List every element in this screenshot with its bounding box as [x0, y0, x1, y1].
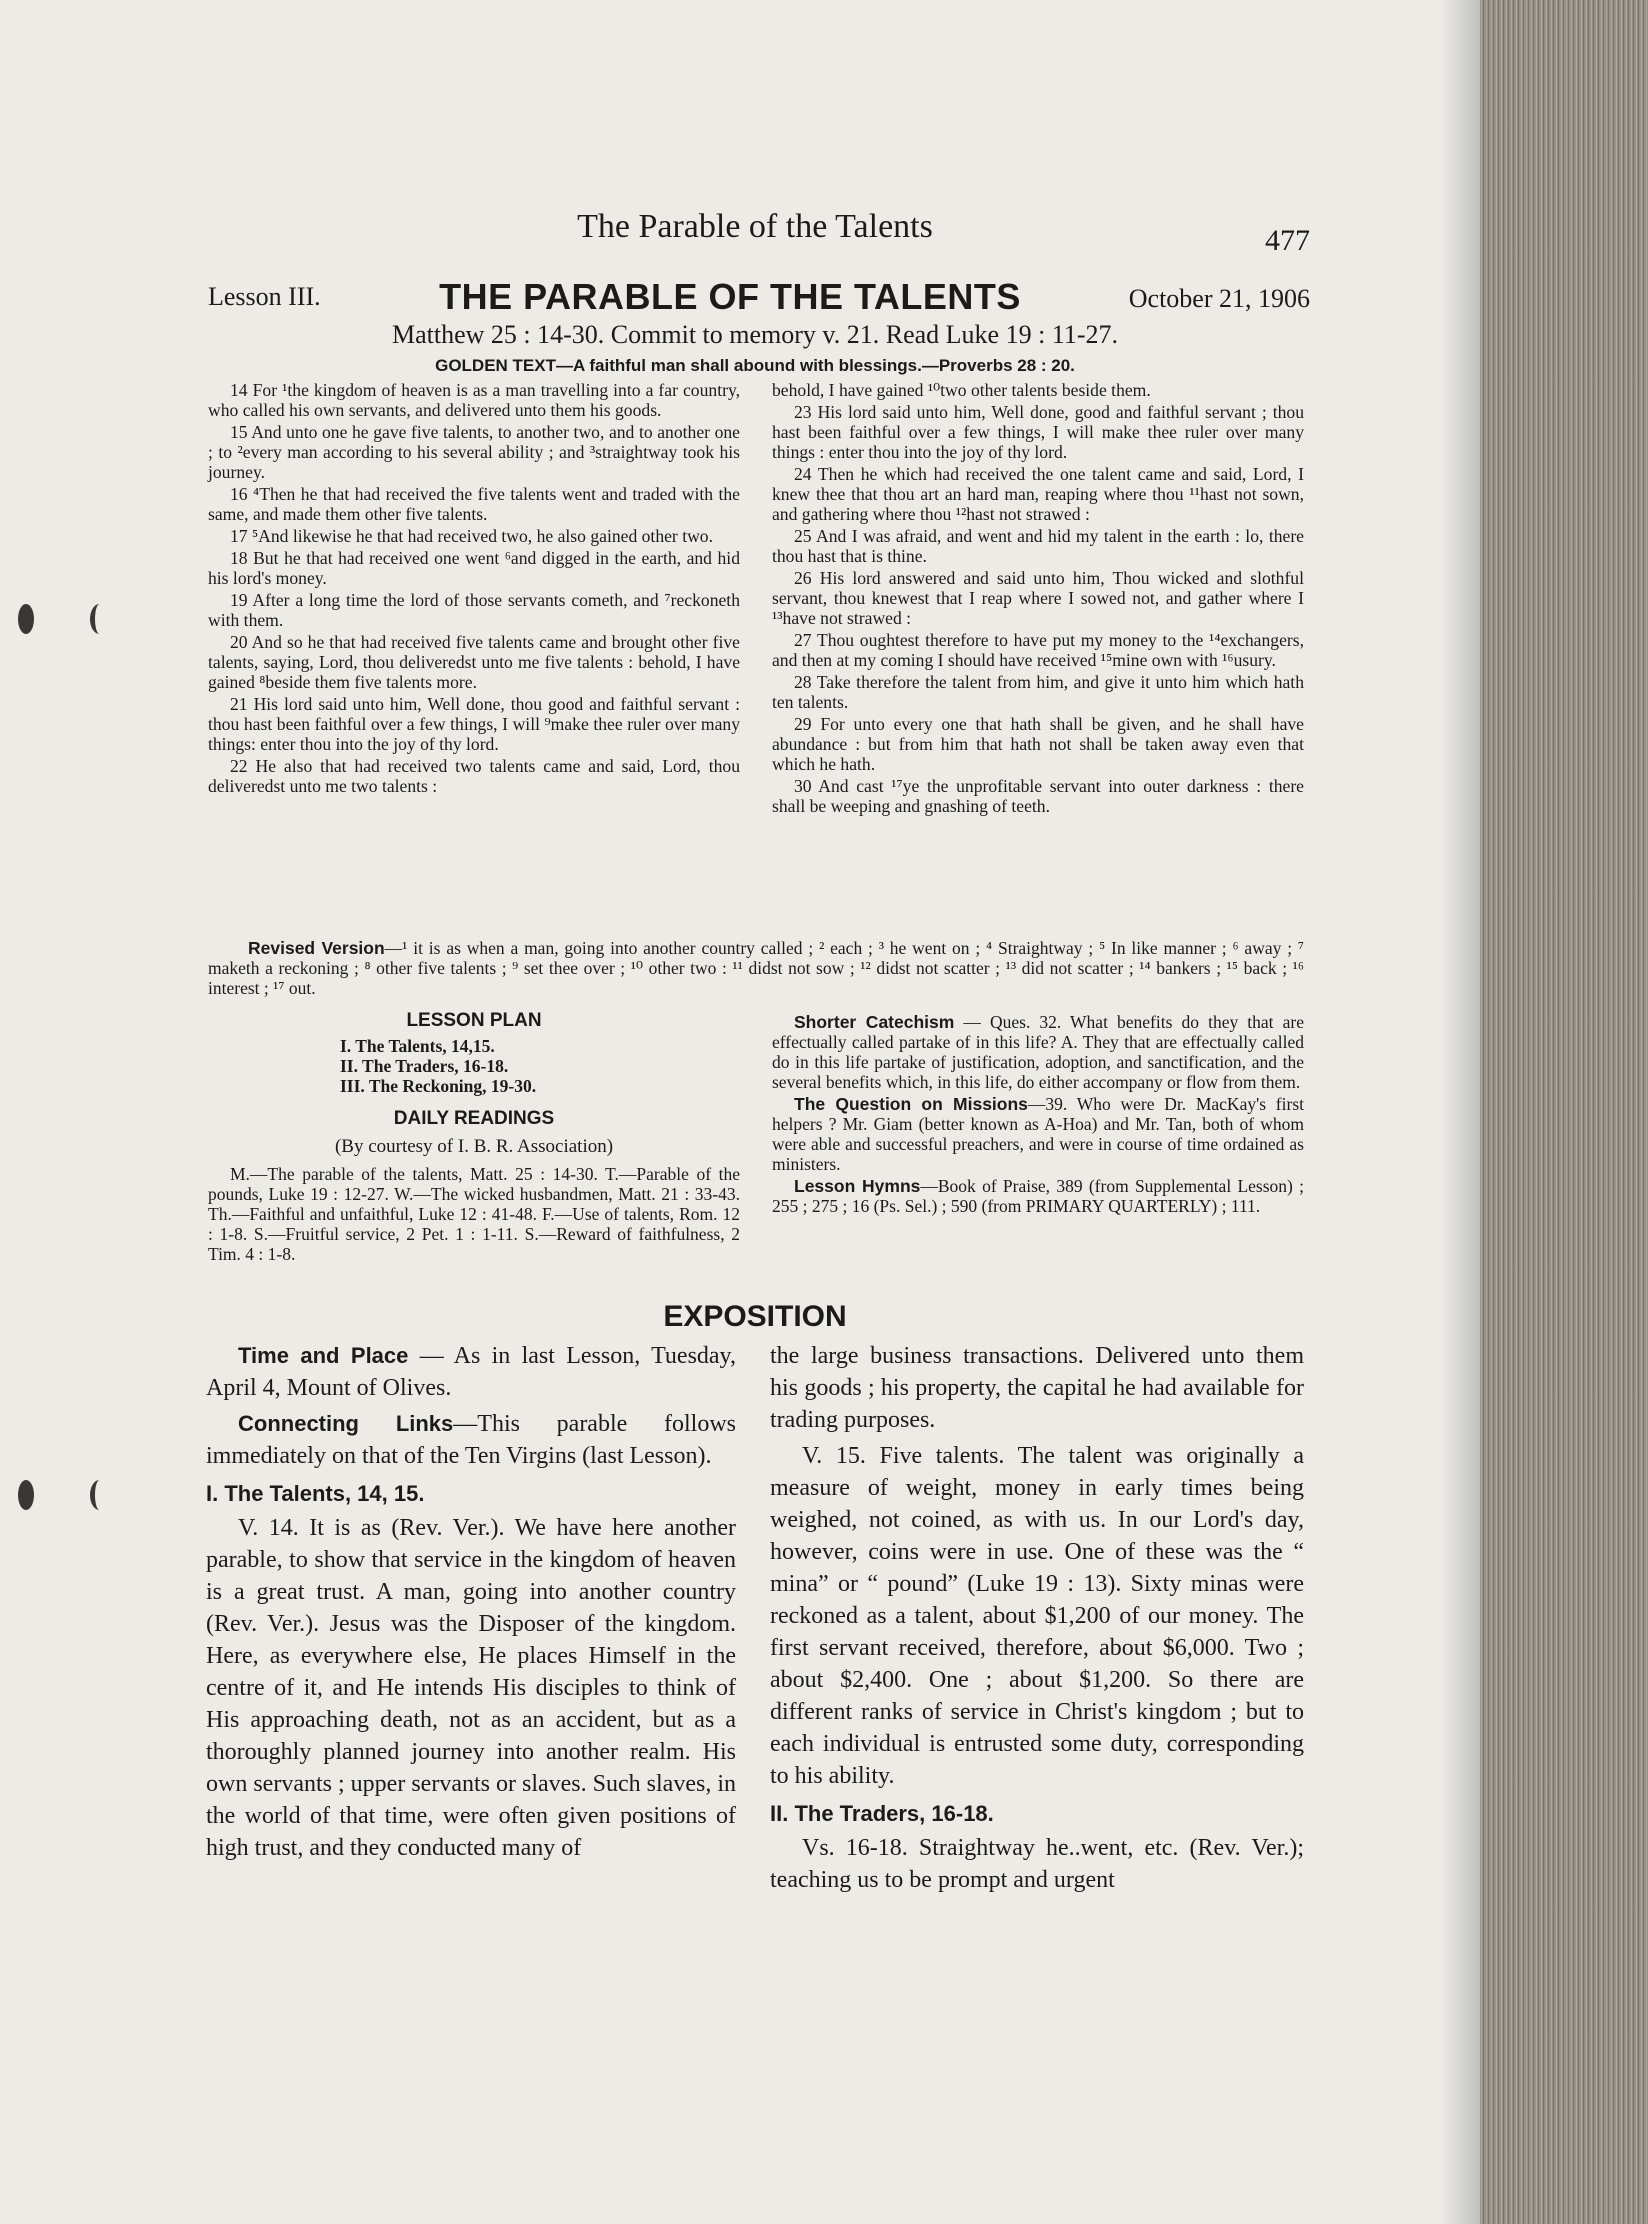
revised-version-label: Revised Version [248, 938, 385, 958]
lesson-hymns [772, 1176, 1304, 1216]
verses-16-18-commentary: Vs. 16-18. Straightway he..went, etc. (Rev. Ver.); teaching us to be prompt and urgent [770, 1835, 1304, 1893]
verse: 21 His lord said unto him, Well done, thou good and faithful servant : thou hast been faithful over a few things, I will ⁹make thee ruler over many things: enter thou into the joy of thy lord. [208, 694, 740, 754]
links-text: —This parable follows immediately on that of the Ten Virgins (last Lesson). [206, 1411, 736, 1469]
verse: 22 He also that had received two talents came and said, Lord, thou deliveredst unto me two talents : [208, 756, 740, 796]
lesson-title: THE PARABLE OF THE TALENTS [439, 276, 1021, 317]
golden-text: GOLDEN TEXT—A faithful man shall abound with blessings.—Proverbs 28 : 20. [435, 356, 1075, 375]
binding-clip [90, 604, 109, 634]
verse: 25 And I was afraid, and went and hid my talent in the earth : lo, there thou hast that is thine. [772, 526, 1304, 566]
verse-15-commentary: V. 15. Five talents. The talent was originally a measure of weight, money in early times being weighed, not coined, as with us. In our Lord's day, however, coins were in use. One of these was the “ mina” or “ pound” (Luke 19 : 13). Sixty minas were reckoned as a talent, about $1,200 of our money. The first servant received, therefore, about $6,000. Two ; about $2,400. One ; about $1,200. So there are different ranks of service in Christ's kingdom ; but to each individual is entrusted some duty, corresponding to his ability. [770, 1443, 1304, 1789]
continued-commentary: the large business transactions. Delivered unto them his goods ; his property, the capital he had available for trading purposes. [770, 1343, 1304, 1433]
verse: 29 For unto every one that hath shall be given, and he shall have abundance : but from him that hath not shall be taken away even that which he hath. [772, 714, 1304, 774]
time-text: — As in last Lesson, Tuesday, April 4, Mount of Olives. [206, 1343, 736, 1401]
verses-left-column [208, 380, 740, 798]
lesson-plan-title: LESSON PLAN [406, 1010, 542, 1031]
time-label: Time and Place [238, 1343, 409, 1368]
missions-text: —39. Who were Dr. MacKay's first helpers ? Mr. Giam (better known as A-Hoa) and Mr. Tan, both of whom were able and successful preachers, and were in course of time ordained as ministers. [772, 1094, 1304, 1174]
revised-version-note [208, 938, 1304, 998]
binding-clip [90, 1480, 109, 1510]
hymns-text: —Book of Praise, 389 (from Supplemental Lesson) ; 255 ; 275 ; 16 (Ps. Sel.) ; 590 (from PRIMARY QUARTERLY) ; 111. [772, 1176, 1304, 1216]
book-fore-edge [1480, 0, 1648, 2224]
lesson-date: October 21, 1906 [1128, 284, 1310, 313]
missions-question [772, 1094, 1304, 1174]
lesson-plan-item: I. The Talents, 14,15. [340, 1036, 495, 1056]
verse: 30 And cast ¹⁷ye the unprofitable servant into outer darkness : there shall be weeping and gnashing of teeth. [772, 776, 1304, 816]
time-and-place [206, 1340, 736, 1404]
verse-14-commentary: V. 14. It is as (Rev. Ver.). We have here another parable, to show that service in the kingdom of heaven is a great trust. A man, going into another country (Rev. Ver.). Jesus was the Disposer of the kingdom. Here, as everywhere else, He places Himself in the centre of it, and He intends His disciples to think of His approaching death, not as an accident, but as a thoroughly planned journey into another realm. His own servants ; upper servants or slaves. Such slaves, in the world of that time, were often given positions of high trust, and they conducted many of [206, 1515, 736, 1861]
verse: 17 ⁵And likewise he that had received two, he also gained other two. [230, 526, 713, 546]
verse: 19 After a long time the lord of those servants cometh, and ⁷reckoneth with them. [208, 590, 740, 630]
missions-label: The Question on Missions [794, 1094, 1028, 1114]
catechism-block [772, 1012, 1304, 1218]
verse: behold, I have gained ¹⁰two other talents beside them. [772, 380, 1151, 400]
verse: 26 His lord answered and said unto him, Thou wicked and slothful servant, thou knewest that I reap where I sowed not, and gather where I ¹³have not strawed : [772, 568, 1304, 628]
scripture-line: Matthew 25 : 14-30. Commit to memory v. 21. Read Luke 19 : 11-27. [392, 320, 1118, 349]
verse: 16 ⁴Then he that had received the five talents went and traded with the same, and made them other five talents. [208, 484, 740, 524]
section-heading: II. The Traders, 16-18. [770, 1801, 994, 1826]
verse: 24 Then he which had received the one talent came and said, Lord, I knew thee that thou art an hard man, reaping where thou ¹¹hast not sown, and gathering where thou ¹²hast not strawed : [772, 464, 1304, 524]
catechism-label: Shorter Catechism [794, 1012, 955, 1032]
links-label: Connecting Links [238, 1411, 454, 1436]
connecting-links [206, 1408, 736, 1472]
verse: 15 And unto one he gave five talents, to another two, and to another one ; to ²every man according to his several ability ; and ³straightway took his journey. [208, 422, 740, 482]
revised-version-text: —¹ it is as when a man, going into another country called ; ² each ; ³ he went on ; ⁴ Straightway ; ⁵ In like manner ; ⁶ away ; ⁷ maketh a reckoning ; ⁸ other five talents ; ⁹ set thee over ; ¹⁰ other two : ¹¹ didst not sow ; ¹² didst not scatter ; ¹³ did not scatter ; ¹⁴ bankers ; ¹⁵ back ; ¹⁶ interest ; ¹⁷ out. [208, 938, 1304, 998]
lesson-label: Lesson III. [208, 282, 321, 311]
catechism-text: — Ques. 32. What benefits do they that are effectually called partake of in this life? A. They that are effectually called do in this life partake of justification, adoption, and sanctification, and the several benefits which, in this life, do either accompany or flow from them. [772, 1012, 1304, 1092]
exposition-left-column [206, 1340, 736, 1868]
daily-readings-courtesy: (By courtesy of I. B. R. Association) [334, 1136, 614, 1157]
verses-right-column [772, 380, 1304, 818]
page-gutter-shadow [1440, 0, 1480, 2224]
verse: 27 Thou oughtest therefore to have put my money to the ¹⁴exchangers, and then at my coming I should have received ¹⁵mine own with ¹⁶usury. [772, 630, 1304, 670]
verse: 28 Take therefore the talent from him, and give it unto him which hath ten talents. [772, 672, 1304, 712]
exposition-heading: EXPOSITION [663, 1300, 847, 1333]
verse: 18 But he that had received one went ⁶and digged in the earth, and hid his lord's money. [208, 548, 740, 588]
running-head: The Parable of the Talents [577, 208, 933, 245]
lesson-plan-item: II. The Traders, 16-18. [340, 1056, 509, 1076]
verse: 20 And so he that had received five talents came and brought other five talents, saying, Lord, thou deliveredst unto me five talents : behold, I have gained ⁸beside them five talents more. [208, 632, 740, 692]
verse: 14 For ¹the kingdom of heaven is as a man travelling into a far country, who called his own servants, and delivered unto them his goods. [208, 380, 740, 420]
verse: 23 His lord said unto him, Well done, good and faithful servant ; thou hast been faithful over a few things, I will make thee ruler over many things : enter thou into the joy of thy lord. [772, 402, 1304, 462]
lesson-plan-list [340, 1036, 740, 1096]
hymns-label: Lesson Hymns [794, 1176, 921, 1196]
daily-readings-text: M.—The parable of the talents, Matt. 25 : 14-30. T.—Parable of the pounds, Luke 19 : 12-27. W.—The wicked husbandmen, Matt. 21 : 33-43. Th.—Faithful and unfaithful, Luke 12 : 41-48. F.—Use of talents, Rom. 12 : 1-8. S.—Fruitful service, 2 Pet. 1 : 1-11. S.—Reward of faithfulness, 2 Tim. 4 : 1-8. [208, 1164, 740, 1264]
binding-hole [18, 1480, 34, 1510]
daily-readings-title: DAILY READINGS [393, 1108, 555, 1129]
exposition-right-column [770, 1340, 1304, 1900]
section-heading: I. The Talents, 14, 15. [206, 1481, 425, 1506]
lesson-plan-item: III. The Reckoning, 19-30. [340, 1076, 537, 1096]
page-number: 477 [1265, 224, 1310, 257]
binding-hole [18, 604, 34, 634]
shorter-catechism [772, 1012, 1304, 1092]
